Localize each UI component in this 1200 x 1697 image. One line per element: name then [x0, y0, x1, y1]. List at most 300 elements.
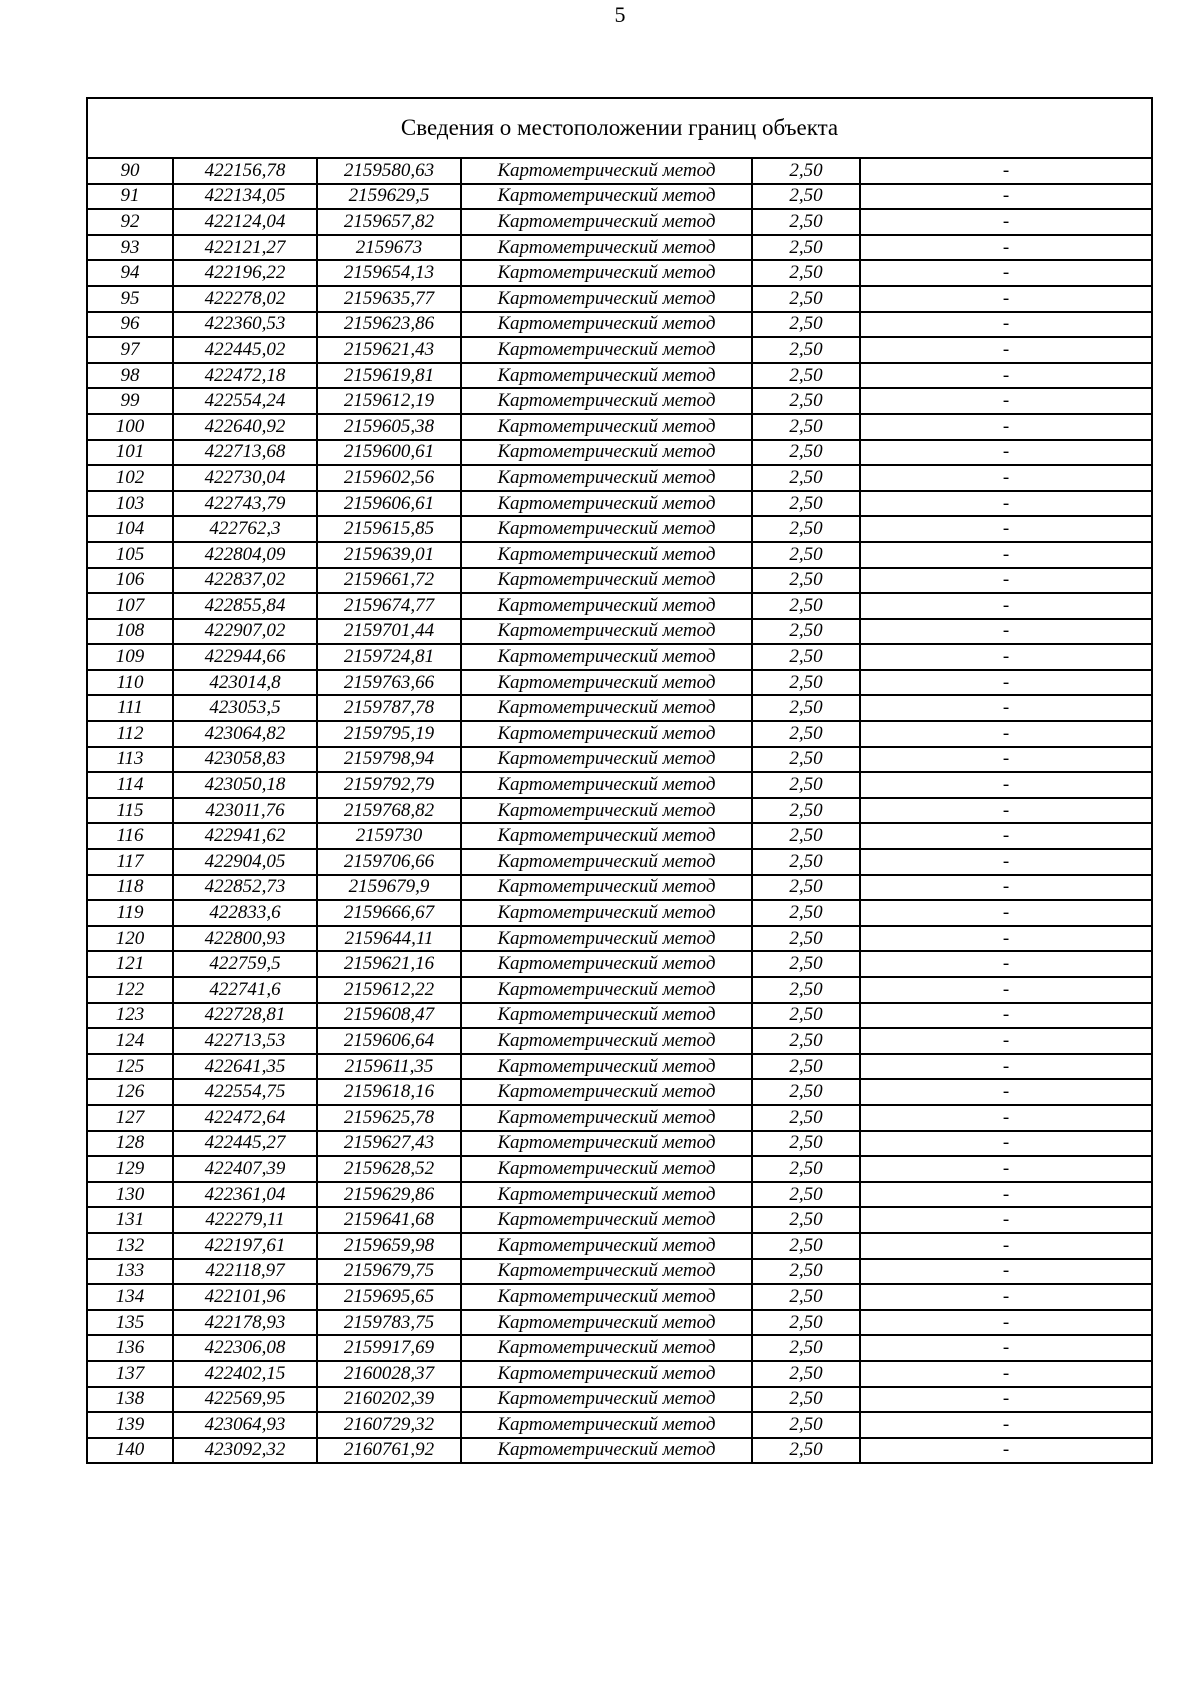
precision-cell: 2,50	[752, 1182, 860, 1208]
y-coordinate-cell: 2159623,86	[317, 312, 461, 338]
boundary-coordinates-table	[86, 97, 1153, 1464]
x-coordinate-cell: 422156,78	[173, 158, 317, 184]
description-cell: -	[860, 1131, 1152, 1157]
precision-cell: 2,50	[752, 1079, 860, 1105]
x-coordinate-cell: 422641,35	[173, 1054, 317, 1080]
precision-cell: 2,50	[752, 388, 860, 414]
x-coordinate-cell: 422640,92	[173, 414, 317, 440]
precision-cell: 2,50	[752, 926, 860, 952]
table-row	[87, 1079, 1152, 1105]
table-row	[87, 1003, 1152, 1029]
description-cell: -	[860, 695, 1152, 721]
table-row	[87, 849, 1152, 875]
description-cell: -	[860, 1412, 1152, 1438]
description-cell: -	[860, 1207, 1152, 1233]
y-coordinate-cell: 2159629,86	[317, 1182, 461, 1208]
y-coordinate-cell: 2159641,68	[317, 1207, 461, 1233]
point-number-cell: 137	[87, 1361, 173, 1387]
table-row	[87, 286, 1152, 312]
description-cell: -	[860, 1361, 1152, 1387]
table-row	[87, 209, 1152, 235]
x-coordinate-cell: 422407,39	[173, 1156, 317, 1182]
point-number-cell: 109	[87, 644, 173, 670]
y-coordinate-cell: 2159674,77	[317, 593, 461, 619]
method-cell: Картометрический метод	[461, 312, 752, 338]
y-coordinate-cell: 2159695,65	[317, 1284, 461, 1310]
precision-cell: 2,50	[752, 1028, 860, 1054]
point-number-cell: 92	[87, 209, 173, 235]
precision-cell: 2,50	[752, 823, 860, 849]
point-number-cell: 106	[87, 568, 173, 594]
table-body	[87, 158, 1152, 1463]
table-row	[87, 260, 1152, 286]
table-row	[87, 721, 1152, 747]
table-row	[87, 235, 1152, 261]
method-cell: Картометрический метод	[461, 286, 752, 312]
method-cell: Картометрический метод	[461, 1003, 752, 1029]
description-cell: -	[860, 1182, 1152, 1208]
x-coordinate-cell: 422944,66	[173, 644, 317, 670]
point-number-cell: 139	[87, 1412, 173, 1438]
precision-cell: 2,50	[752, 312, 860, 338]
x-coordinate-cell: 423092,32	[173, 1438, 317, 1464]
point-number-cell: 101	[87, 440, 173, 466]
description-cell: -	[860, 363, 1152, 389]
point-number-cell: 110	[87, 670, 173, 696]
precision-cell: 2,50	[752, 1105, 860, 1131]
y-coordinate-cell: 2159612,22	[317, 977, 461, 1003]
table-row	[87, 695, 1152, 721]
point-number-cell: 138	[87, 1387, 173, 1413]
x-coordinate-cell: 422800,93	[173, 926, 317, 952]
x-coordinate-cell: 422730,04	[173, 465, 317, 491]
x-coordinate-cell: 423050,18	[173, 772, 317, 798]
x-coordinate-cell: 422472,64	[173, 1105, 317, 1131]
x-coordinate-cell: 422907,02	[173, 619, 317, 645]
method-cell: Картометрический метод	[461, 1361, 752, 1387]
method-cell: Картометрический метод	[461, 1284, 752, 1310]
precision-cell: 2,50	[752, 1284, 860, 1310]
y-coordinate-cell: 2159763,66	[317, 670, 461, 696]
x-coordinate-cell: 422554,24	[173, 388, 317, 414]
point-number-cell: 130	[87, 1182, 173, 1208]
description-cell: -	[860, 491, 1152, 517]
table-row	[87, 1361, 1152, 1387]
precision-cell: 2,50	[752, 849, 860, 875]
table-row	[87, 516, 1152, 542]
x-coordinate-cell: 423011,76	[173, 798, 317, 824]
y-coordinate-cell: 2159798,94	[317, 747, 461, 773]
method-cell: Картометрический метод	[461, 1054, 752, 1080]
precision-cell: 2,50	[752, 516, 860, 542]
method-cell: Картометрический метод	[461, 1310, 752, 1336]
y-coordinate-cell: 2159666,67	[317, 900, 461, 926]
precision-cell: 2,50	[752, 184, 860, 210]
x-coordinate-cell: 422713,53	[173, 1028, 317, 1054]
precision-cell: 2,50	[752, 1054, 860, 1080]
y-coordinate-cell: 2159706,66	[317, 849, 461, 875]
table-row	[87, 772, 1152, 798]
method-cell: Картометрический метод	[461, 875, 752, 901]
method-cell: Картометрический метод	[461, 260, 752, 286]
y-coordinate-cell: 2159611,35	[317, 1054, 461, 1080]
point-number-cell: 108	[87, 619, 173, 645]
point-number-cell: 135	[87, 1310, 173, 1336]
precision-cell: 2,50	[752, 900, 860, 926]
description-cell: -	[860, 721, 1152, 747]
table-row	[87, 1028, 1152, 1054]
y-coordinate-cell: 2159625,78	[317, 1105, 461, 1131]
point-number-cell: 124	[87, 1028, 173, 1054]
point-number-cell: 123	[87, 1003, 173, 1029]
precision-cell: 2,50	[752, 286, 860, 312]
table-row	[87, 798, 1152, 824]
method-cell: Картометрический метод	[461, 1259, 752, 1285]
precision-cell: 2,50	[752, 414, 860, 440]
description-cell: -	[860, 823, 1152, 849]
method-cell: Картометрический метод	[461, 1028, 752, 1054]
table-row	[87, 1259, 1152, 1285]
table-row	[87, 184, 1152, 210]
description-cell: -	[860, 951, 1152, 977]
description-cell: -	[860, 1028, 1152, 1054]
table-row	[87, 1054, 1152, 1080]
precision-cell: 2,50	[752, 977, 860, 1003]
y-coordinate-cell: 2159787,78	[317, 695, 461, 721]
method-cell: Картометрический метод	[461, 644, 752, 670]
x-coordinate-cell: 422743,79	[173, 491, 317, 517]
table-row	[87, 414, 1152, 440]
point-number-cell: 105	[87, 542, 173, 568]
method-cell: Картометрический метод	[461, 209, 752, 235]
point-number-cell: 129	[87, 1156, 173, 1182]
description-cell: -	[860, 900, 1152, 926]
table-row	[87, 1182, 1152, 1208]
method-cell: Картометрический метод	[461, 542, 752, 568]
description-cell: -	[860, 772, 1152, 798]
y-coordinate-cell: 2160761,92	[317, 1438, 461, 1464]
x-coordinate-cell: 422402,15	[173, 1361, 317, 1387]
point-number-cell: 125	[87, 1054, 173, 1080]
x-coordinate-cell: 422728,81	[173, 1003, 317, 1029]
table-row	[87, 542, 1152, 568]
description-cell: -	[860, 670, 1152, 696]
x-coordinate-cell: 422118,97	[173, 1259, 317, 1285]
precision-cell: 2,50	[752, 772, 860, 798]
precision-cell: 2,50	[752, 1310, 860, 1336]
point-number-cell: 132	[87, 1233, 173, 1259]
y-coordinate-cell: 2159602,56	[317, 465, 461, 491]
y-coordinate-cell: 2160729,32	[317, 1412, 461, 1438]
point-number-cell: 95	[87, 286, 173, 312]
method-cell: Картометрический метод	[461, 184, 752, 210]
x-coordinate-cell: 422852,73	[173, 875, 317, 901]
y-coordinate-cell: 2159600,61	[317, 440, 461, 466]
y-coordinate-cell: 2159628,52	[317, 1156, 461, 1182]
x-coordinate-cell: 423058,83	[173, 747, 317, 773]
precision-cell: 2,50	[752, 337, 860, 363]
precision-cell: 2,50	[752, 235, 860, 261]
x-coordinate-cell: 422196,22	[173, 260, 317, 286]
x-coordinate-cell: 422197,61	[173, 1233, 317, 1259]
method-cell: Картометрический метод	[461, 593, 752, 619]
precision-cell: 2,50	[752, 1438, 860, 1464]
method-cell: Картометрический метод	[461, 491, 752, 517]
x-coordinate-cell: 422278,02	[173, 286, 317, 312]
method-cell: Картометрический метод	[461, 670, 752, 696]
x-coordinate-cell: 422837,02	[173, 568, 317, 594]
y-coordinate-cell: 2159657,82	[317, 209, 461, 235]
method-cell: Картометрический метод	[461, 414, 752, 440]
y-coordinate-cell: 2159627,43	[317, 1131, 461, 1157]
description-cell: -	[860, 1335, 1152, 1361]
y-coordinate-cell: 2159619,81	[317, 363, 461, 389]
method-cell: Картометрический метод	[461, 440, 752, 466]
x-coordinate-cell: 422101,96	[173, 1284, 317, 1310]
precision-cell: 2,50	[752, 1233, 860, 1259]
method-cell: Картометрический метод	[461, 516, 752, 542]
precision-cell: 2,50	[752, 1156, 860, 1182]
x-coordinate-cell: 422741,6	[173, 977, 317, 1003]
point-number-cell: 91	[87, 184, 173, 210]
precision-cell: 2,50	[752, 1259, 860, 1285]
point-number-cell: 93	[87, 235, 173, 261]
boundary-table-container	[86, 97, 1151, 1464]
precision-cell: 2,50	[752, 798, 860, 824]
point-number-cell: 90	[87, 158, 173, 184]
point-number-cell: 100	[87, 414, 173, 440]
table-row	[87, 1412, 1152, 1438]
x-coordinate-cell: 422445,02	[173, 337, 317, 363]
description-cell: -	[860, 337, 1152, 363]
y-coordinate-cell: 2159621,16	[317, 951, 461, 977]
description-cell: -	[860, 440, 1152, 466]
precision-cell: 2,50	[752, 593, 860, 619]
precision-cell: 2,50	[752, 491, 860, 517]
description-cell: -	[860, 1259, 1152, 1285]
precision-cell: 2,50	[752, 260, 860, 286]
precision-cell: 2,50	[752, 721, 860, 747]
y-coordinate-cell: 2159701,44	[317, 619, 461, 645]
x-coordinate-cell: 422306,08	[173, 1335, 317, 1361]
table-row	[87, 670, 1152, 696]
description-cell: -	[860, 977, 1152, 1003]
point-number-cell: 112	[87, 721, 173, 747]
method-cell: Картометрический метод	[461, 849, 752, 875]
page-number: 5	[614, 2, 626, 27]
description-cell: -	[860, 260, 1152, 286]
method-cell: Картометрический метод	[461, 465, 752, 491]
description-cell: -	[860, 593, 1152, 619]
point-number-cell: 97	[87, 337, 173, 363]
y-coordinate-cell: 2159679,75	[317, 1259, 461, 1285]
x-coordinate-cell: 423053,5	[173, 695, 317, 721]
description-cell: -	[860, 1003, 1152, 1029]
description-cell: -	[860, 747, 1152, 773]
x-coordinate-cell: 422360,53	[173, 312, 317, 338]
x-coordinate-cell: 422833,6	[173, 900, 317, 926]
y-coordinate-cell: 2159606,64	[317, 1028, 461, 1054]
precision-cell: 2,50	[752, 747, 860, 773]
x-coordinate-cell: 422121,27	[173, 235, 317, 261]
point-number-cell: 119	[87, 900, 173, 926]
point-number-cell: 103	[87, 491, 173, 517]
point-number-cell: 120	[87, 926, 173, 952]
method-cell: Картометрический метод	[461, 951, 752, 977]
method-cell: Картометрический метод	[461, 977, 752, 1003]
description-cell: -	[860, 388, 1152, 414]
precision-cell: 2,50	[752, 695, 860, 721]
precision-cell: 2,50	[752, 1003, 860, 1029]
precision-cell: 2,50	[752, 951, 860, 977]
x-coordinate-cell: 422554,75	[173, 1079, 317, 1105]
y-coordinate-cell: 2159783,75	[317, 1310, 461, 1336]
y-coordinate-cell: 2159621,43	[317, 337, 461, 363]
table-row	[87, 1233, 1152, 1259]
point-number-cell: 121	[87, 951, 173, 977]
description-cell: -	[860, 619, 1152, 645]
table-row	[87, 1335, 1152, 1361]
description-cell: -	[860, 926, 1152, 952]
x-coordinate-cell: 422804,09	[173, 542, 317, 568]
table-row	[87, 388, 1152, 414]
point-number-cell: 128	[87, 1131, 173, 1157]
x-coordinate-cell: 422445,27	[173, 1131, 317, 1157]
point-number-cell: 102	[87, 465, 173, 491]
precision-cell: 2,50	[752, 209, 860, 235]
description-cell: -	[860, 184, 1152, 210]
description-cell: -	[860, 1310, 1152, 1336]
point-number-cell: 140	[87, 1438, 173, 1464]
table-row	[87, 158, 1152, 184]
table-row	[87, 312, 1152, 338]
y-coordinate-cell: 2159795,19	[317, 721, 461, 747]
x-coordinate-cell: 423064,93	[173, 1412, 317, 1438]
table-row	[87, 1284, 1152, 1310]
x-coordinate-cell: 422941,62	[173, 823, 317, 849]
precision-cell: 2,50	[752, 1207, 860, 1233]
y-coordinate-cell: 2159654,13	[317, 260, 461, 286]
x-coordinate-cell: 422855,84	[173, 593, 317, 619]
y-coordinate-cell: 2159606,61	[317, 491, 461, 517]
method-cell: Картометрический метод	[461, 926, 752, 952]
point-number-cell: 134	[87, 1284, 173, 1310]
table-row	[87, 1310, 1152, 1336]
precision-cell: 2,50	[752, 1335, 860, 1361]
method-cell: Картометрический метод	[461, 798, 752, 824]
y-coordinate-cell: 2159792,79	[317, 772, 461, 798]
x-coordinate-cell: 422713,68	[173, 440, 317, 466]
y-coordinate-cell: 2159673	[317, 235, 461, 261]
precision-cell: 2,50	[752, 1361, 860, 1387]
table-row	[87, 491, 1152, 517]
method-cell: Картометрический метод	[461, 1438, 752, 1464]
table-row	[87, 823, 1152, 849]
precision-cell: 2,50	[752, 440, 860, 466]
point-number-cell: 115	[87, 798, 173, 824]
method-cell: Картометрический метод	[461, 721, 752, 747]
method-cell: Картометрический метод	[461, 695, 752, 721]
point-number-cell: 98	[87, 363, 173, 389]
point-number-cell: 116	[87, 823, 173, 849]
precision-cell: 2,50	[752, 875, 860, 901]
method-cell: Картометрический метод	[461, 619, 752, 645]
precision-cell: 2,50	[752, 670, 860, 696]
point-number-cell: 111	[87, 695, 173, 721]
description-cell: -	[860, 465, 1152, 491]
method-cell: Картометрический метод	[461, 1105, 752, 1131]
precision-cell: 2,50	[752, 1131, 860, 1157]
y-coordinate-cell: 2159768,82	[317, 798, 461, 824]
table-row	[87, 1387, 1152, 1413]
x-coordinate-cell: 422134,05	[173, 184, 317, 210]
description-cell: -	[860, 849, 1152, 875]
description-cell: -	[860, 1079, 1152, 1105]
x-coordinate-cell: 422904,05	[173, 849, 317, 875]
description-cell: -	[860, 875, 1152, 901]
point-number-cell: 96	[87, 312, 173, 338]
point-number-cell: 107	[87, 593, 173, 619]
x-coordinate-cell: 422279,11	[173, 1207, 317, 1233]
y-coordinate-cell: 2159639,01	[317, 542, 461, 568]
description-cell: -	[860, 414, 1152, 440]
method-cell: Картометрический метод	[461, 1156, 752, 1182]
method-cell: Картометрический метод	[461, 1131, 752, 1157]
point-number-cell: 131	[87, 1207, 173, 1233]
precision-cell: 2,50	[752, 158, 860, 184]
point-number-cell: 99	[87, 388, 173, 414]
x-coordinate-cell: 422361,04	[173, 1182, 317, 1208]
x-coordinate-cell: 422569,95	[173, 1387, 317, 1413]
method-cell: Картометрический метод	[461, 1182, 752, 1208]
table-row	[87, 644, 1152, 670]
y-coordinate-cell: 2159659,98	[317, 1233, 461, 1259]
description-cell: -	[860, 209, 1152, 235]
table-row	[87, 900, 1152, 926]
y-coordinate-cell: 2159618,16	[317, 1079, 461, 1105]
point-number-cell: 104	[87, 516, 173, 542]
method-cell: Картометрический метод	[461, 235, 752, 261]
point-number-cell: 94	[87, 260, 173, 286]
point-number-cell: 118	[87, 875, 173, 901]
description-cell: -	[860, 1284, 1152, 1310]
y-coordinate-cell: 2159635,77	[317, 286, 461, 312]
y-coordinate-cell: 2159608,47	[317, 1003, 461, 1029]
description-cell: -	[860, 286, 1152, 312]
x-coordinate-cell: 422178,93	[173, 1310, 317, 1336]
point-number-cell: 117	[87, 849, 173, 875]
y-coordinate-cell: 2160028,37	[317, 1361, 461, 1387]
table-row	[87, 593, 1152, 619]
x-coordinate-cell: 422762,3	[173, 516, 317, 542]
table-row	[87, 1207, 1152, 1233]
description-cell: -	[860, 798, 1152, 824]
table-row	[87, 1131, 1152, 1157]
y-coordinate-cell: 2159644,11	[317, 926, 461, 952]
y-coordinate-cell: 2159917,69	[317, 1335, 461, 1361]
y-coordinate-cell: 2159605,38	[317, 414, 461, 440]
x-coordinate-cell: 423014,8	[173, 670, 317, 696]
description-cell: -	[860, 1387, 1152, 1413]
point-number-cell: 114	[87, 772, 173, 798]
y-coordinate-cell: 2159661,72	[317, 568, 461, 594]
table-row	[87, 363, 1152, 389]
method-cell: Картометрический метод	[461, 337, 752, 363]
precision-cell: 2,50	[752, 619, 860, 645]
table-row	[87, 465, 1152, 491]
y-coordinate-cell: 2159612,19	[317, 388, 461, 414]
point-number-cell: 133	[87, 1259, 173, 1285]
